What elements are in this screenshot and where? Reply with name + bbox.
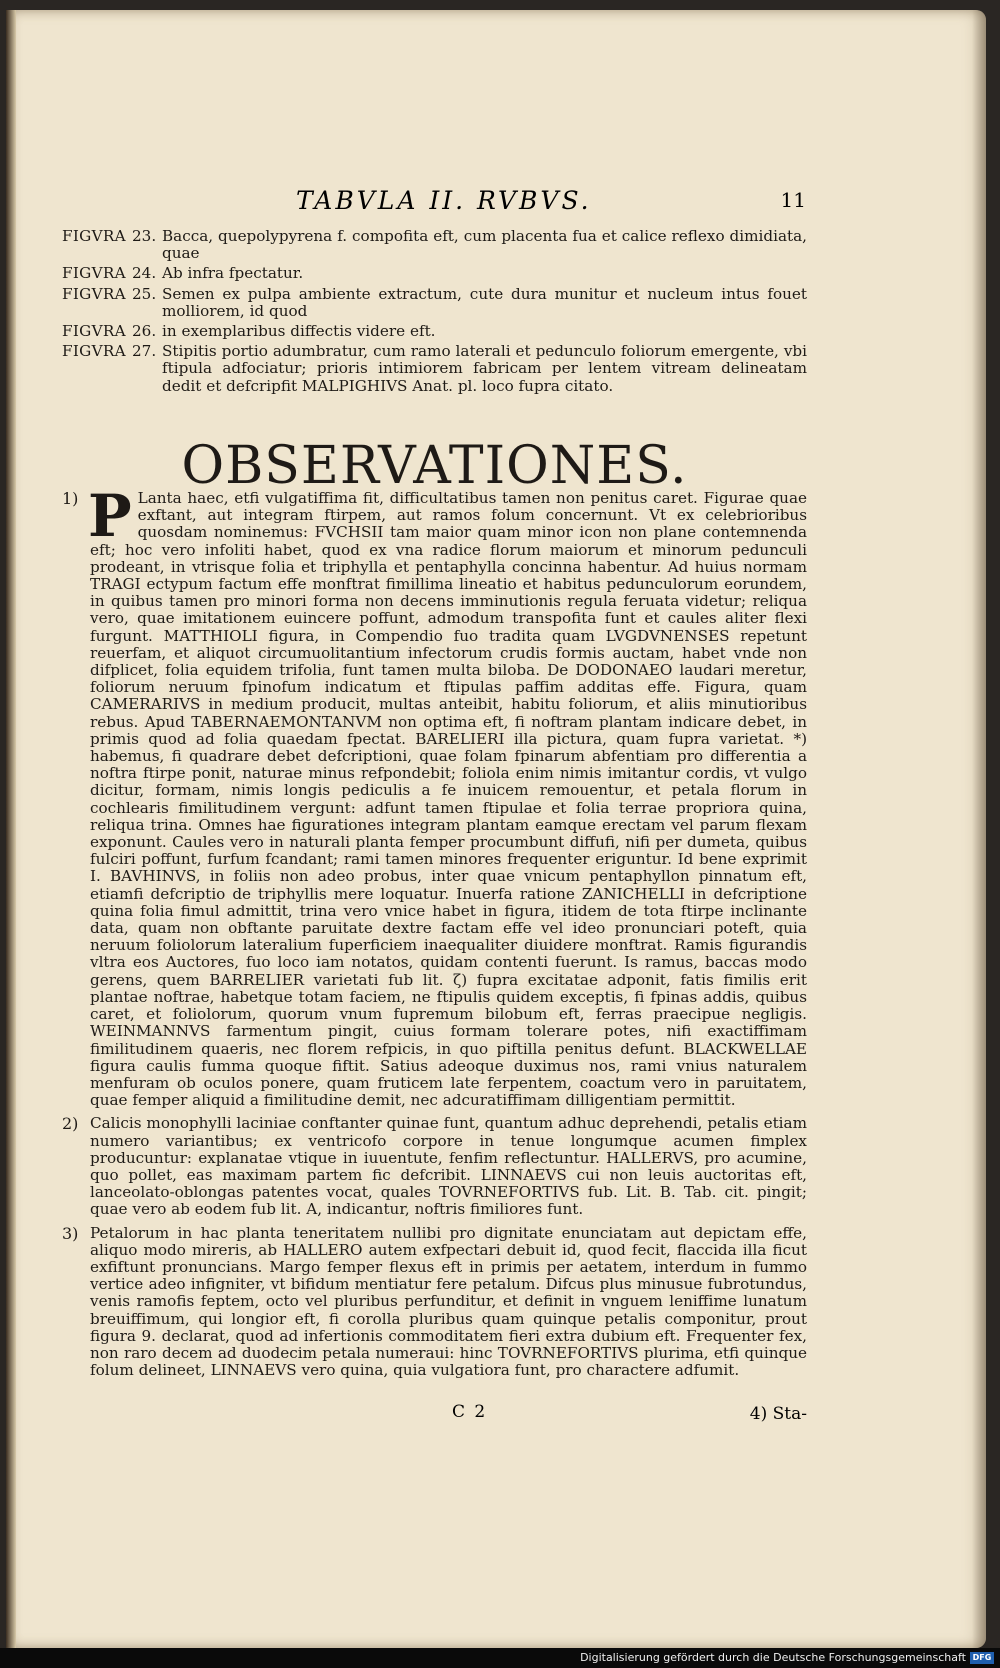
figure-caption (62, 286, 807, 320)
catchword: 4) Sta- (749, 1404, 807, 1424)
figure-text: Semen ex pulpa ambiente extractum, cute dura munitur et nucleum intus fouet molliorem, id quod (162, 284, 807, 320)
figure-text: Bacca, quepolypyrena f. compofita eft, cum placenta fua et calice reflexo dimidiata, quae (162, 227, 807, 263)
figure-number: 25. (132, 284, 157, 303)
observation-paragraph (62, 482, 807, 1110)
section-heading: OBSERVATIONES. (181, 436, 688, 496)
banner-text: Digitalisierung gefördert durch die Deutsche Forschungsgemeinschaft (580, 1651, 966, 1664)
paragraph-text: Petalorum in hac planta teneritatem nullibi pro dignitate enunciatam aut depictam effe, aliquo modo mireris, ab HALLERO autem exfpectari debuit id, quod fecit, flaccida illa ficut exfiftunt pronuncians. Margo femper flexus eft in primis per aetatem, interdum in fummo vertice adeo infigniter, vt bifidum mentiatur fere petalum. Difcus plus minusue fubrotundus, venis ramofis feptem, octo vel pluribus perfunditur, et definit in vnguem leniffime lunatum breuiffimum, qui longior eft, fi corolla pluribus quam quinque petalis componitur, prout figura 9. declarat, quod ad infertionis commoditatem fieri extra dubium eft. Frequenter fex, non raro decem ad duodecim petala numeraui: hinc TOVRNEFORTIVS plurima, etfi quinque folum delineet, LINNAEVS vero quina, quia vulgatiora funt, pro charactere adfumit. (90, 1223, 807, 1380)
figure-label: FIGVRA (62, 342, 126, 361)
figure-label: FIGVRA (62, 264, 126, 283)
paragraph-number: 2) (62, 1114, 79, 1134)
figure-caption (62, 265, 807, 282)
paragraph-body: Lanta haec, etfi vulgatiffima fit, difficultatibus tamen non penitus caret. Figurae quae exftant, aut integram ftirpem, aut ramos folum concernunt. Vt ex celebrioribus quosdam nominemus: FVCHSII tam maior quam minor icon non plane contemnenda eft; hoc vero infoliti habet, quod ex vna radice florum maiorum et minorum pedunculi prodeant, in vtrisque folia et triphylla et pentaphylla concinna habentur. Ad huius normam TRAGI ectypum factum effe monftrat fimillima lineatio et habitus pedunculorum eorundem, in quibus tamen pro minori forma non decens imminutionis regula feruata videtur; reliqua vero, quae imitationem euincere poffunt, admodum transpofita funt et caules aliter flexi furgunt. MATTHIOLI figura, in Compendio fuo tradita quam LVGDVNENSES repetunt reuerfam, et aliquot circumuolitantium infectorum crudis formis auctam, habet vnde non difplicet, folia equidem trifolia, funt tamen multa biloba. De DODONAEO laudari meretur, foliorum neruum fpinofum indicatum et ftipulas paffim additas effe. Figura, quam CAMERARIVS in medium producit, multas anteibit, habitu foliorum, et aliis minutioribus rebus. Apud TABERNAEMONTANVM non optima eft, fi noftram plantam indicare debet, in primis quod ad folia quaedam fpectat. BARELIERI illa pictura, quam fupra varietat. *) habemus, fi quadrare debet defcriptioni, quae folam fpinarum abfentiam pro differentia a noftra ftirpe ponit, naturae minus refpondebit; foliola enim nimis imitantur cordis, vt vulgo dicitur, formam, nimis longis pediculis a fe inuicem remouentur, et petala florum in cochlearis fimilitudinem vergunt: adfunt tamen ftipulae et folia terrae propriora quina, reliqua trina. Omnes hae figurationes integram plantam eamque erectam vel parum flexam exponunt. Caules vero in naturali planta femper procumbunt diffufi, nifi per dumeta, quibus fulciri poffunt, furfum fcandant; rami tamen minores frequenter eriguntur. Id bene exprimit I. BAVHINVS, in foliis non adeo probus, inter quae vnicum pentaphyllon pinnatum eft, etiamfi defcriptio de triphyllis mere loquatur. Inuerfa ratione ZANICHELLI in defcriptione quina folia fimul admittit, trina vero vnice habet in figura, itidem de tota ftirpe inclinante data, quam non obftante paruitate dextre factam effe vel ideo pronunciari poteft, quia neruum foliolorum lateralium fuperficiem inaequaliter diuidere monftrat. Ramis figurandis vltra eos Auctores, fuo loco iam notatos, quidam contenti fuerunt. Is ramus, baccas modo gerens, quem BARRELIER varietati fub lit. ζ) fupra excitatae adponit, fatis fimilis erit plantae noftrae, habetque totam faciem, ne ftipulis quidem exceptis, fi fpinas addis, quibus caret, et foliolorum, quorum vnum fupremum bilobum eft, ferras praecipue negligis. WEINMANNVS farmentum pingit, cuius formam tolerare potes, nifi exactiffimam fimilitudinem quaeris, nec florem refpicis, in quo piftilla penitus defunt. BLACKWELLAE figura caulis fumma quoque fiftit. Satius adeoque duximus nos, rami vnius naturalem menfuram ob oculos ponere, quam fruticem late ferpentem, coactum vero in paruitatem, quae femper aliquid a fimilitudine demit, nec adcuratiffimam dilligentiam permittit. (90, 489, 807, 1110)
observations-list (62, 482, 807, 1385)
signature-mark: C 2 (452, 1402, 488, 1422)
paragraph-number: 1) (62, 489, 79, 508)
paragraph-text (88, 482, 807, 1110)
figure-label: FIGVRA (62, 322, 126, 341)
figure-caption (62, 323, 807, 340)
figure-text: Stipitis portio adumbratur, cum ramo laterali et pedunculo foliorum emergente, vbi ftipula adfociatur; prioris intimiorem fabricam per lentem vitream delineatam dedit et defcripfit MALPIGHIVS Anat. pl. loco fupra citato. (162, 342, 807, 395)
figure-number: 27. (132, 342, 157, 361)
figure-number: 23. (132, 227, 157, 245)
figure-label: FIGVRA (62, 284, 126, 303)
page-footer (62, 1402, 807, 1426)
observation-paragraph (62, 1225, 807, 1380)
figure-text: in exemplaribus diffectis videre eft. (162, 322, 436, 341)
book-page (6, 10, 986, 1648)
figure-caption (62, 343, 807, 395)
running-header (296, 186, 806, 220)
header-title: TABVLA II. RVBVS. (296, 186, 592, 215)
drop-capital: P (88, 482, 132, 550)
digitization-banner (0, 1648, 1000, 1668)
figure-label: FIGVRA (62, 227, 126, 245)
page-number: 11 (780, 188, 806, 212)
figure-number: 26. (132, 322, 157, 341)
figure-captions (62, 228, 807, 398)
observation-paragraph (62, 1115, 807, 1218)
paragraph-text: Calicis monophylli laciniae conftanter quinae funt, quantum adhuc deprehendi, petalis etiam numero variantibus; ex ventricofo corpore in tenue longumque acumen fimplex producuntur: explanatae vtique in iuuentute, fenfim reflectuntur. HALLERVS, pro acumine, quo pollet, eas maximam partem fic defcribit. LINNAEVS cui non leuis auctoritas eft, lanceolato-oblongas patentes vocat, quales TOVRNEFORTIVS fub. Lit. B. Tab. cit. pingit; quae vero ab eodem fub lit. A, indicantur, noftris fimiliores funt. (90, 1114, 807, 1219)
figure-caption (62, 228, 807, 262)
figure-text: Ab infra fpectatur. (162, 264, 304, 283)
paragraph-number: 3) (62, 1223, 79, 1243)
figure-number: 24. (132, 264, 157, 283)
page-gutter (6, 10, 16, 1648)
dfg-logo: DFG (970, 1652, 994, 1664)
